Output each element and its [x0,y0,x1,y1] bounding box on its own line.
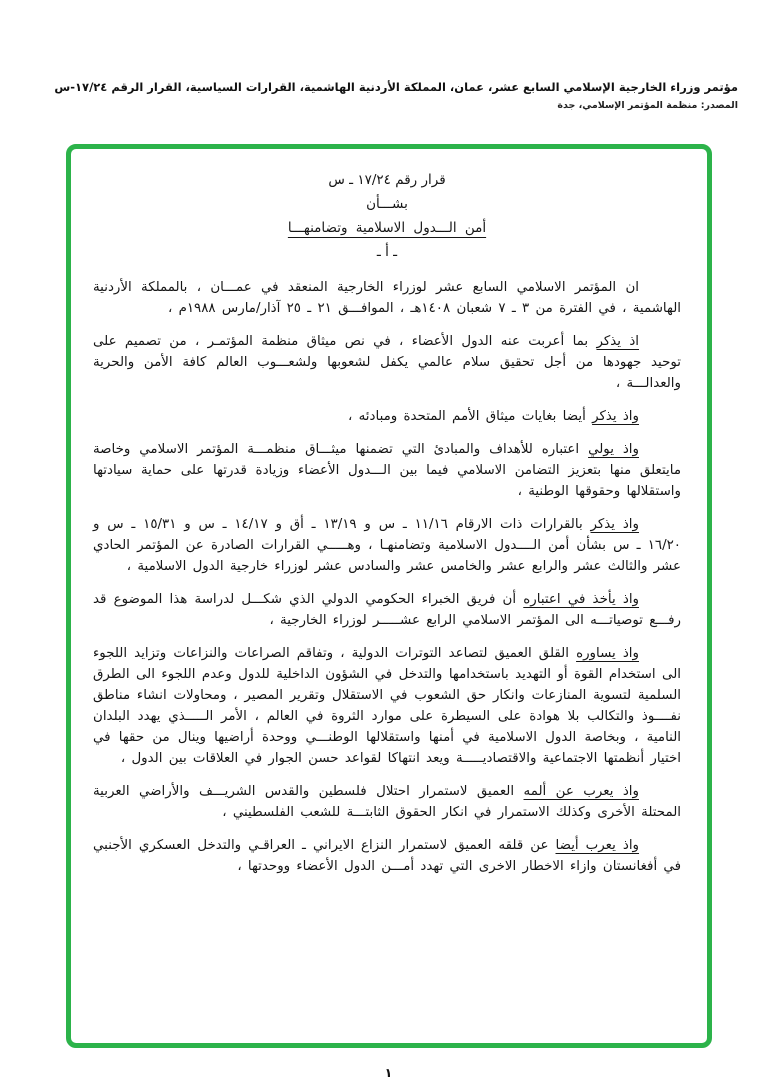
paragraph-recalling-un-charter [93,406,681,427]
paragraph-conflicts [93,835,681,877]
resolution-regarding-line: بشـــأن [366,196,408,212]
paragraph-palestine [93,781,681,823]
citation-source-line: المصدر: منظمة المؤتمر الإسلامي، جدة [557,100,738,111]
paragraph-recalling-charter [93,331,681,394]
paragraph-deep-concern [93,643,681,769]
scanned-document-frame [66,144,712,1048]
page-number: ١ [384,1065,393,1080]
resolution-section-marker: ـ أ ـ [376,244,398,260]
paragraph-text: العميق لاستمرار احتلال فلسطين والقدس الشريـــف والأراضي العربية المحتلة الأخرى وكذلك الاستمرار في انكار الحقوق الثابتـــة للشعب الفلسطيني ، [93,784,681,820]
paragraph-text: أن فريق الخبراء الحكومي الدولي الذي شكـــل لدراسة هذا الموضوع قد رفـــع توصياتـــه الى المؤتمر الاسلامي الرابع عشـــــر لوزراء الخارجية ، [93,592,681,628]
resolution-subject-line: أمن الـــدول الاسلامية وتضامنهـــا [287,220,487,236]
paragraph-expert-group [93,589,681,631]
paragraph-lead: واذ يذكر [592,409,639,424]
paragraph-text: بالقرارات ذات الارقام ١١/١٦ ـ س و ١٣/١٩ ـ أق و ١٤/١٧ ـ س و ١٥/٣١ ـ س و ١٦/٢٠ ـ س بشأن أمن الــــدول الاسلامية وتضامنهـا ، وهـــــي القرارات الصادرة عن المؤتمر الحادي عشر والثالث عشر والرابع عشر والخامس عشر والسادس عشر لوزراء خارجية الدول الاسلامية ، [93,517,681,574]
paragraph-text: أيضا بغايات ميثاق الأمم المتحدة ومبادئه ، [348,409,586,424]
resolution-number-line: قرار رقم ١٧/٢٤ ـ س [328,172,446,188]
paragraph-lead: واذ يذكر [590,517,639,532]
document-citation-header [39,80,738,112]
paragraph-considering-principles [93,439,681,502]
paragraph-preamble [93,277,681,319]
citation-title-line: مؤتمر وزراء الخارجية الإسلامي السابع عشر، عمان، المملكة الأردنية الهاشمية، القرارات السياسية، القرار الرقم ١٧/٢٤-س [54,80,738,94]
paragraph-lead: واذ يولي [588,442,639,457]
paragraph-lead: واذ يأخذ في اعتباره [523,592,640,607]
paragraph-recalling-resolutions [93,514,681,577]
paragraph-text: عن قلقه العميق لاستمرار النزاع الايراني ـ العراقـي والتدخل العسكري الأجنبي في أفغانستان وازاء الاخطار الاخرى التي تهدد أمـــن الدول الأعضاء ووحدتها ، [93,838,681,874]
paragraph-lead: اذ يذكر [596,334,640,349]
paragraph-lead: واذ يعرب أيضا [555,838,640,853]
paragraph-text: بما أعربت عنه الدول الأعضاء ، في نص ميثاق منظمة المؤتمـر ، من تصميم على توحيد جهودها من أجل تحقيق سلام عالمي يكفل لشعوبها ولشعـــوب العالم كافة الأمن والحرية والعدالـــة ، [93,334,681,391]
paragraph-text: اعتباره للأهداف والمبادئ التي تضمنها ميثـــاق منظمـــة المؤتمر الاسلامي وخاصة مايتعلق منها بتعزيز التضامن الاسلامي فيما بين الـــدول الأعضاء وزيادة قدرتها على حماية سيادتها واستقلالها وحقوقها الوطنية ، [93,442,681,499]
paragraph-text: القلق العميق لتصاعد التوترات الدولية ، وتفاقم الصراعات والنزاعات وتزايد اللجوء الى استخدام القوة أو التهديد باستخدامها والتدخل في الشؤون الداخلية للدول وعدم اللجوء الى الطرق السلمية لتسوية المنازعات وانكار حق الشعوب في الاستقلال وتقرير المصير ، ومحاولات انشاء مناطق نفــــوذ والتكالب بلا هوادة على السيطرة على موارد الثروة في العالم ، الأمر الـــــذي يهدد البلدان النامية ، وبخاصة الدول الاسلامية في أمنها واستقلالها الوطنـــي ووحدة أراضيها وينال من حقها في اختيار أنظمتها الاجتماعية والاقتصاديـــــة ويعد انتهاكا لقواعد حسن الجوار في العلاقات بين الدول ، [93,646,681,766]
paragraph-lead: واذ يعرب عن ألمه [523,784,639,799]
resolution-title-block [93,169,681,263]
paragraph-lead: واذ يساوره [576,646,639,661]
paragraph-text: ان المؤتمر الاسلامي السابع عشر لوزراء الخارجية المنعقد في عمـــان ، بالمملكة الأردنية الهاشمية ، في الفترة من ٣ ـ ٧ شعبان ١٤٠٨هـ ، الموافـــق ٢١ ـ ٢٥ آذار/مارس ١٩٨٨م ، [93,280,681,316]
